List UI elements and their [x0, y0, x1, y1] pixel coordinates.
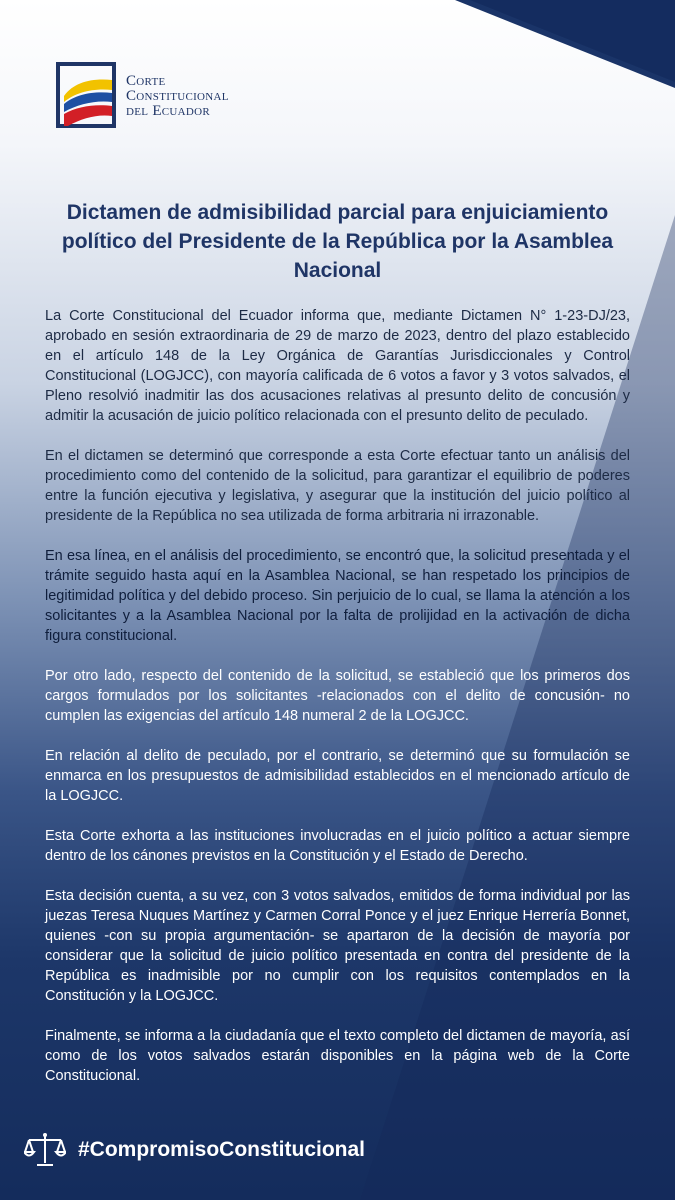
paragraph-5: En relación al delito de peculado, por el contrario, se determinó que su formulación se enmarca en los presupuestos de admisibilidad establecidos en el mencionado artículo de la LOGJCC.	[45, 748, 630, 804]
court-name-line1: Corte	[126, 72, 166, 89]
article-body	[45, 306, 630, 1106]
paragraph-4: Por otro lado, respecto del contenido de la solicitud, se estableció que los primeros dos cargos formulados por los solicitantes -relacionados con el delito de concusión- no cumplen las exigencias del artículo 148 numeral 2 de la LOGJCC.	[45, 668, 630, 724]
page-title: Dictamen de admisibilidad parcial para enjuiciamiento político del Presidente de la República por la Asamblea Nacional	[61, 201, 614, 282]
court-name	[126, 74, 229, 119]
paragraph-8: Finalmente, se informa a la ciudadanía que el texto completo del dictamen de mayoría, así como de los votos salvados estarán disponibles en la página web de la Corte Constitucional.	[45, 1028, 630, 1084]
paragraph-1: La Corte Constitucional del Ecuador informa que, mediante Dictamen N° 1-23-DJ/23, aprobado en sesión extraordinaria de 29 de marzo de 2023, dentro del plazo establecido en el artículo 148 de la Ley Orgánica de Garantías Jurisdiccionales y Control Constitucional (LOGJCC), con mayoría calificada de 6 votos a favor y 3 votos salvados, el Pleno resolvió inadmitir las dos acusaciones relativas al presunto delito de concusión y admitir la acusación de juicio político relacionada con el presunto delito de peculado.	[45, 308, 630, 424]
court-name-line3: del Ecuador	[126, 102, 211, 119]
paragraph-6: Esta Corte exhorta a las instituciones involucradas en el juicio político a actuar siempre dentro de los cánones previstos en la Constitución y el Estado de Derecho.	[45, 828, 630, 864]
footer	[24, 1132, 365, 1168]
hashtag: #CompromisoConstitucional	[78, 1138, 366, 1161]
court-emblem-icon	[56, 62, 118, 130]
paragraph-2: En el dictamen se determinó que corresponde a esta Corte efectuar tanto un análisis del procedimiento como del contenido de la solicitud, para garantizar el equilibrio de poderes entre la función ejecutiva y legislativa, y asegurar que la institución del juicio político al presidente de la República no sea utilizada de forma arbitraria ni irrazonable.	[45, 448, 630, 524]
court-logo	[56, 62, 229, 130]
paragraph-3: En esa línea, en el análisis del procedimiento, se encontró que, la solicitud presentada y el trámite seguido hasta aquí en la Asamblea Nacional, se han respetado los principios de legitimidad política y del debido proceso. Sin perjuicio de lo cual, se llama la atención a los solicitantes y a la Asamblea Nacional por la falta de prolijidad en la activación de dicha figura constitucional.	[45, 548, 630, 644]
paragraph-7: Esta decisión cuenta, a su vez, con 3 votos salvados, emitidos de forma individual por las juezas Teresa Nuques Martínez y Carmen Corral Ponce y el juez Enrique Herrería Bonnet, quienes -con su propia argumentación- se apartaron de la decisión de mayoría por considerar que la solicitud de juicio político presentada en contra del presidente de la República es inadmisible por no cumplir con los requisitos contemplados en la Constitución y la LOGJCC.	[45, 888, 630, 1004]
court-name-line2: Constitucional	[126, 87, 229, 104]
scales-icon	[24, 1132, 66, 1168]
